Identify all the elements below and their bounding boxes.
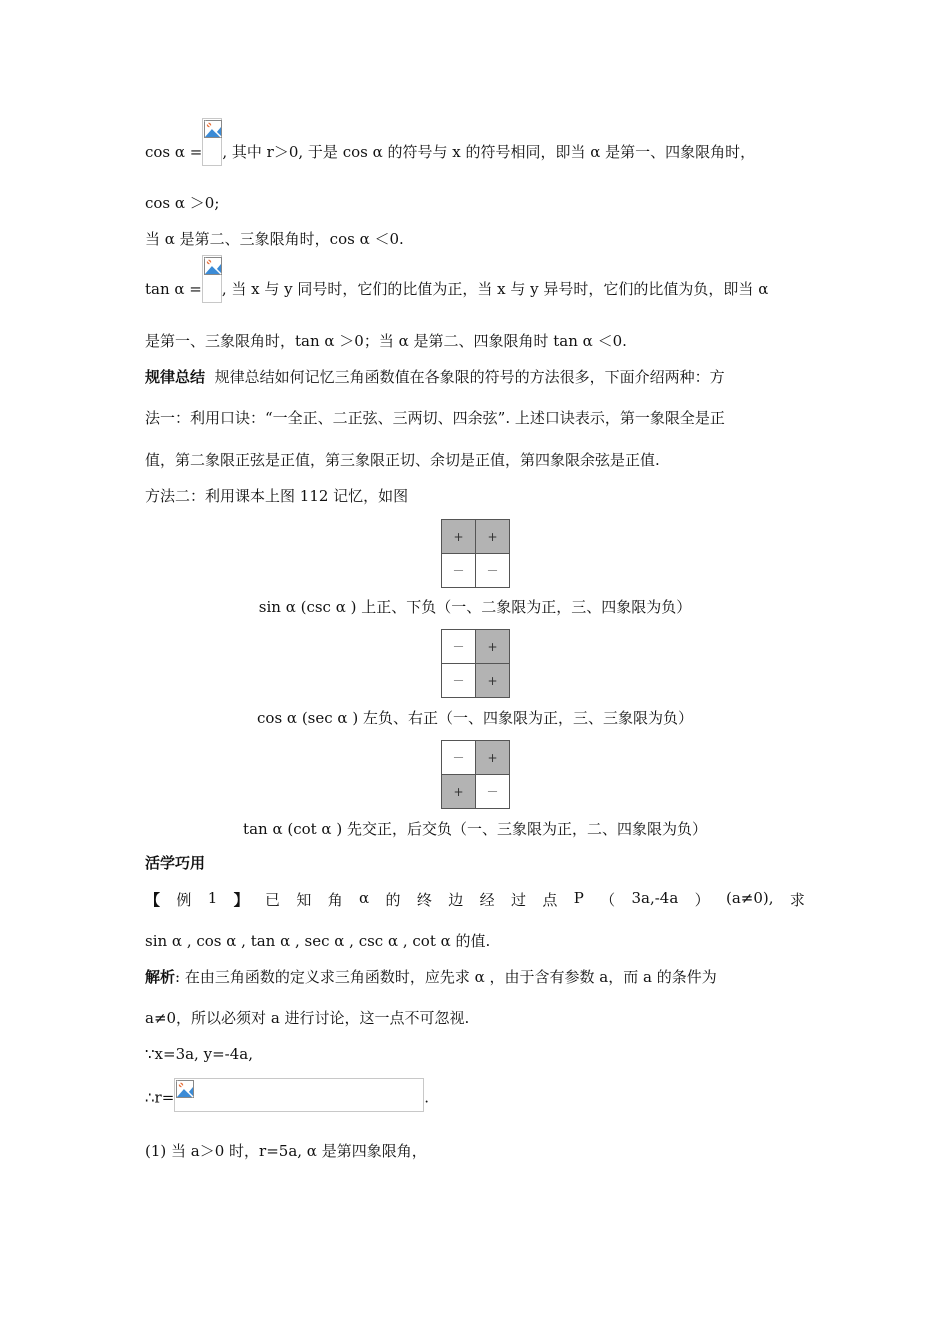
formula-image-placeholder: [202, 255, 222, 303]
grid-cell: －: [442, 741, 476, 775]
section-label: 规律总结: [145, 368, 206, 386]
grid-cell: －: [442, 630, 476, 664]
grid-cell: －: [476, 775, 510, 809]
text-line: (1) 当 a＞0 时，r=5a, α 是第四象限角，: [145, 1142, 427, 1160]
text-line: 解析: 在由三角函数的定义求三角函数时，应先求 α ，由于含有参数 a，而 a 的条件为: [145, 968, 717, 986]
sign-grid-cos: [441, 629, 510, 698]
text-line: cos α ＞0;: [145, 194, 220, 212]
text-line: tan α = , 当 x 与 y 同号时，它们的比值为正，当 x 与 y 异号时，它们的比值为负，即当 α: [145, 277, 768, 303]
section-heading: 活学巧用: [145, 854, 206, 872]
broken-image-icon: [176, 1080, 194, 1098]
grid-cell: +: [476, 630, 510, 664]
grid-cell: －: [442, 554, 476, 588]
grid-caption: cos α (sec α ) 左负、右正（一、四象限为正，三、三象限为负）: [257, 709, 693, 727]
text-line: a≠0，所以必须对 a 进行讨论，这一点不可忽视.: [145, 1009, 470, 1027]
formula-image-placeholder: [202, 118, 222, 166]
text-line: 方法二：利用课本上图 112 记忆，如图: [145, 487, 409, 505]
example-line: 【 例 1 】 已 知 角 α 的 终 边 经 过 点 P （ 3a,-4a ） (a≠0), 求: [145, 889, 805, 909]
text-line: 值，第二象限正弦是正值，第三象限正切、余切是正值，第四象限余弦是正值.: [145, 451, 660, 469]
text-line: cos α = , 其中 r＞0, 于是 cos α 的符号与 x 的符号相同，即当 α 是第一、四象限角时，: [145, 140, 755, 166]
text-line: sin α , cos α , tan α , sec α , csc α , cot α 的值.: [145, 932, 491, 950]
formula-image-placeholder: [174, 1078, 424, 1112]
text-line: 是第一、三象限角时，tan α ＞0；当 α 是第二、四象限角时 tan α ＜0.: [145, 332, 627, 350]
text-line: ∴r= .: [145, 1085, 429, 1112]
grid-cell: +: [476, 741, 510, 775]
grid-cell: +: [476, 520, 510, 554]
grid-caption: tan α (cot α ) 先交正，后交负（一、三象限为正，二、四象限为负）: [243, 820, 707, 838]
grid-cell: －: [476, 554, 510, 588]
sign-grid-tan: [441, 740, 510, 809]
grid-cell: +: [442, 775, 476, 809]
grid-cell: +: [476, 664, 510, 698]
grid-cell: －: [442, 664, 476, 698]
broken-image-icon: [204, 120, 222, 138]
text-line: 当 α 是第二、三象限角时，cos α ＜0.: [145, 230, 404, 248]
sign-grid-sin: [441, 519, 510, 588]
grid-cell: +: [442, 520, 476, 554]
text-line: 法一：利用口诀：“一全正、二正弦、三两切、四余弦”. 上述口诀表示，第一象限全是正: [145, 409, 725, 427]
broken-image-icon: [204, 257, 222, 275]
grid-caption: sin α (csc α ) 上正、下负（一、二象限为正，三、四象限为负）: [258, 598, 692, 616]
section-label: 解析: [145, 968, 176, 986]
text-line: 规律总结 规律总结如何记忆三角函数值在各象限的符号的方法很多，下面介绍两种：方: [145, 368, 725, 386]
text-line: ∵x=3a, y=-4a,: [145, 1045, 253, 1063]
